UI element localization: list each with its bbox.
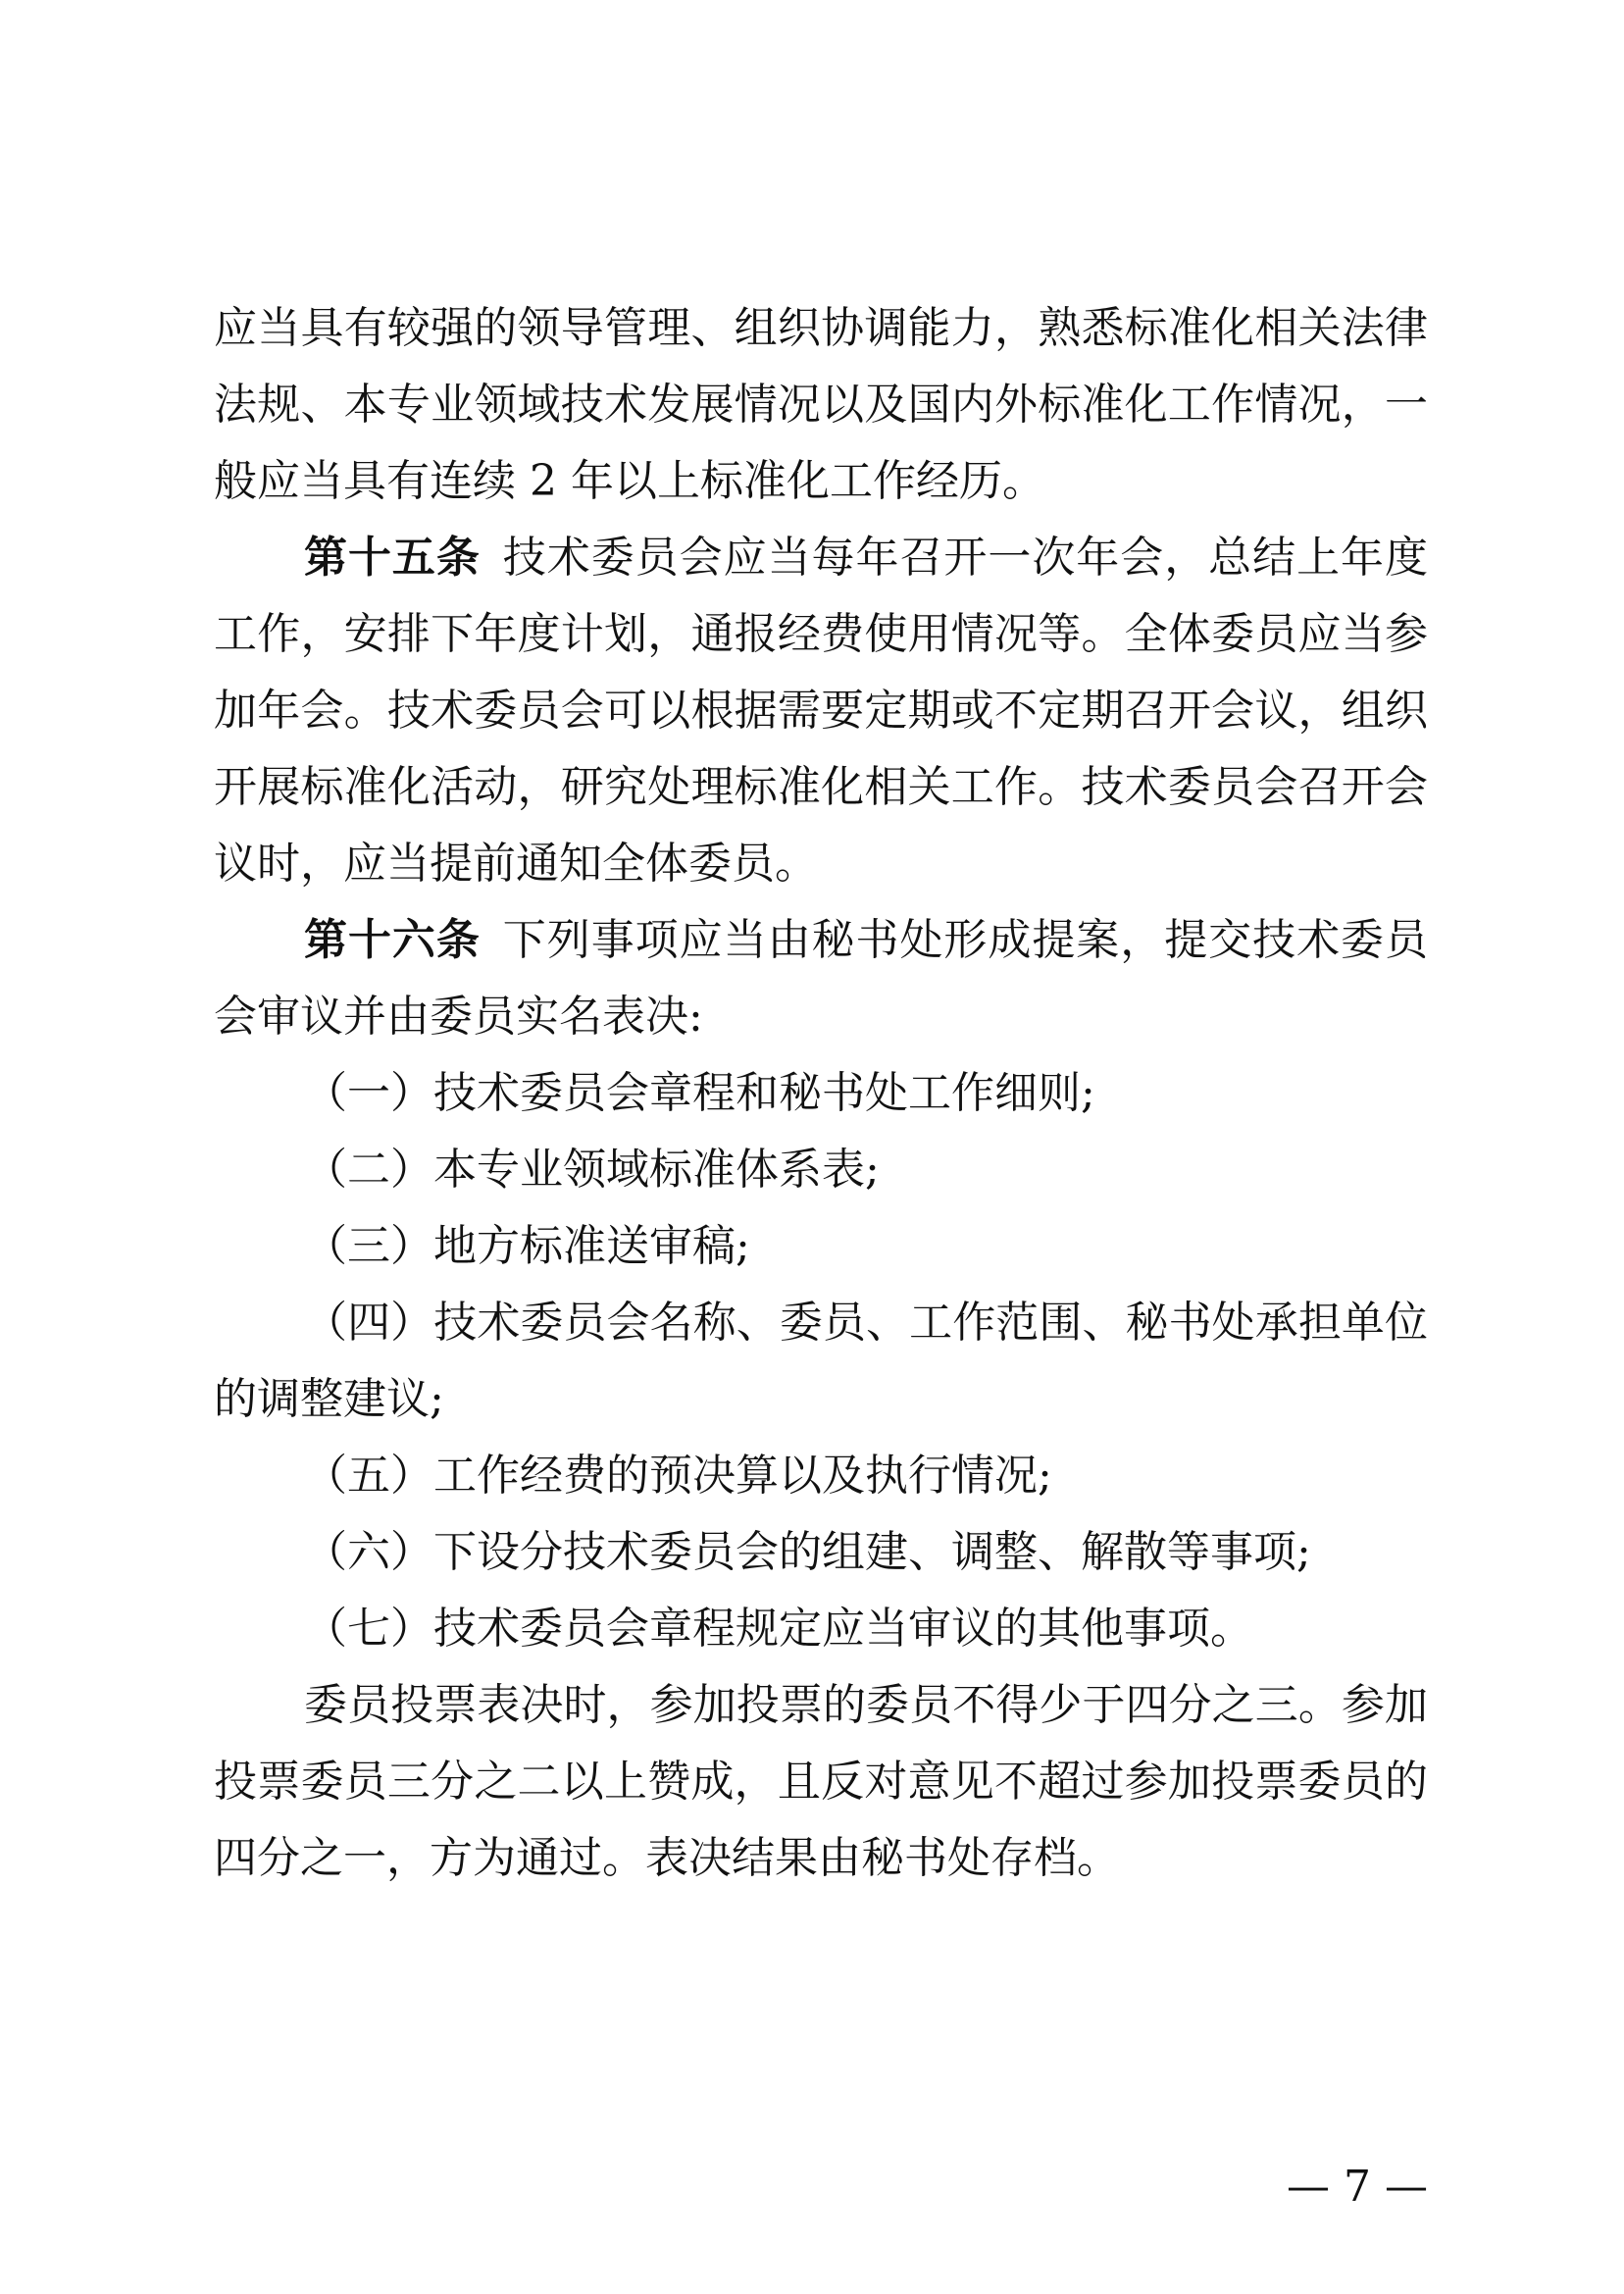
voting-paragraph-line: 委员投票表决时，参加投票的委员不得少于四分之三。参加 <box>304 1680 1428 1730</box>
article-15-text: 技术委员会应当每年召开一次年会，总结上年度 <box>501 533 1429 583</box>
article-16-heading: 第十六条 <box>304 915 481 965</box>
page-number: — 7 — <box>1287 2162 1428 2212</box>
list-item-4: （四）技术委员会名称、委员、工作范围、秘书处承担单位 <box>304 1298 1428 1348</box>
list-item-1: （一）技术委员会章程和秘书处工作细则; <box>304 1068 1095 1118</box>
body-line: 应当具有较强的领导管理、组织协调能力，熟悉标准化相关法律 <box>214 303 1428 353</box>
article-15-line: 加年会。技术委员会可以根据需要定期或不定期召开会议，组织 <box>214 686 1428 736</box>
list-item-5: （五）工作经费的预决算以及执行情况; <box>304 1451 1052 1501</box>
list-item-7: （七）技术委员会章程规定应当审议的其他事项。 <box>304 1604 1253 1654</box>
article-15-line: 开展标准化活动，研究处理标准化相关工作。技术委员会召开会 <box>214 762 1428 812</box>
voting-paragraph-line: 四分之一，方为通过。表决结果由秘书处存档。 <box>214 1833 1120 1883</box>
body-text <box>214 290 1428 1897</box>
article-15-heading: 第十五条 <box>304 533 481 583</box>
list-item-2: （二）本专业领域标准体系表; <box>304 1145 880 1195</box>
body-line: 法规、本专业领域技术发展情况以及国内外标准化工作情况，一 <box>214 380 1428 430</box>
list-item-3: （三）地方标准送审稿; <box>304 1221 750 1271</box>
body-line: 般应当具有连续 2 年以上标准化工作经历。 <box>214 456 1045 506</box>
list-item-6: （六）下设分技术委员会的组建、调整、解散等事项; <box>304 1527 1311 1577</box>
article-16-text: 下列事项应当由秘书处形成提案，提交技术委员 <box>501 915 1429 965</box>
article-15-first-line <box>214 520 1428 596</box>
article-15-line: 工作，安排下年度计划，通报经费使用情况等。全体委员应当参 <box>214 609 1428 659</box>
voting-paragraph-line: 投票委员三分之二以上赞成，且反对意见不超过参加投票委员的 <box>214 1757 1428 1807</box>
list-item-4-continued: 的调整建议; <box>214 1374 444 1424</box>
article-16-first-line <box>214 902 1428 979</box>
article-15-line: 议时，应当提前通知全体委员。 <box>214 839 818 889</box>
article-16-line: 会审议并由委员实名表决: <box>214 992 703 1042</box>
